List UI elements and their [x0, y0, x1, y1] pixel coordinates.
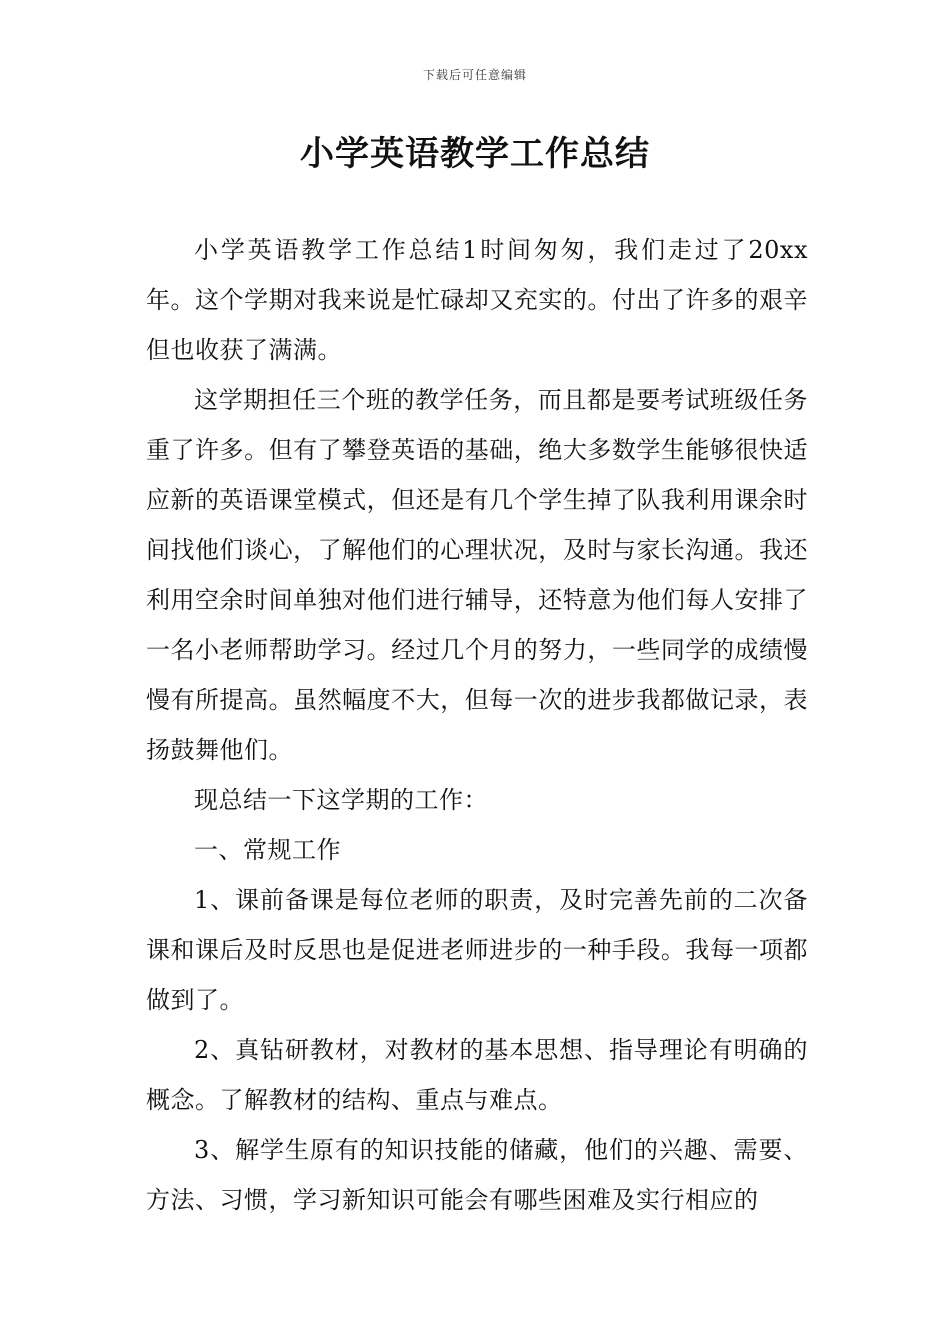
document-body: [146, 225, 808, 1225]
paragraph-intro: 小学英语教学工作总结1时间匆匆，我们走过了20xx年。这个学期对我来说是忙碌却又充实的。付出了许多的艰辛但也收获了满满。: [146, 236, 808, 364]
list-item-2: 2、真钻研教材，对教材的基本思想、指导理论有明确的概念。了解教材的结构、重点与难点。: [146, 1036, 808, 1114]
document-title: 小学英语教学工作总结: [300, 134, 650, 174]
list-item-3: 3、解学生原有的知识技能的储藏，他们的兴趣、需要、方法、习惯，学习新知识可能会有哪些困难及实行相应的: [146, 1136, 808, 1214]
section-heading-routine-work: 一、常规工作: [194, 836, 341, 864]
paragraph-teaching-tasks: 这学期担任三个班的教学任务，而且都是要考试班级任务重了许多。但有了攀登英语的基础，绝大多数学生能够很快适应新的英语课堂模式，但还是有几个学生掉了队我利用课余时间找他们谈心，了解他们的心理状况，及时与家长沟通。我还利用空余时间单独对他们进行辅导，还特意为他们每人安排了一名小老师帮助学习。经过几个月的努力，一些同学的成绩慢慢有所提高。虽然幅度不大，但每一次的进步我都做记录，表扬鼓舞他们。: [146, 386, 808, 764]
list-item-1: 1、课前备课是每位老师的职责，及时完善先前的二次备课和课后及时反思也是促进老师进步的一种手段。我每一项都做到了。: [146, 886, 808, 1014]
header-note: 下载后可任意编辑: [422, 68, 527, 82]
paragraph-summary-intro: 现总结一下这学期的工作：: [194, 786, 488, 814]
